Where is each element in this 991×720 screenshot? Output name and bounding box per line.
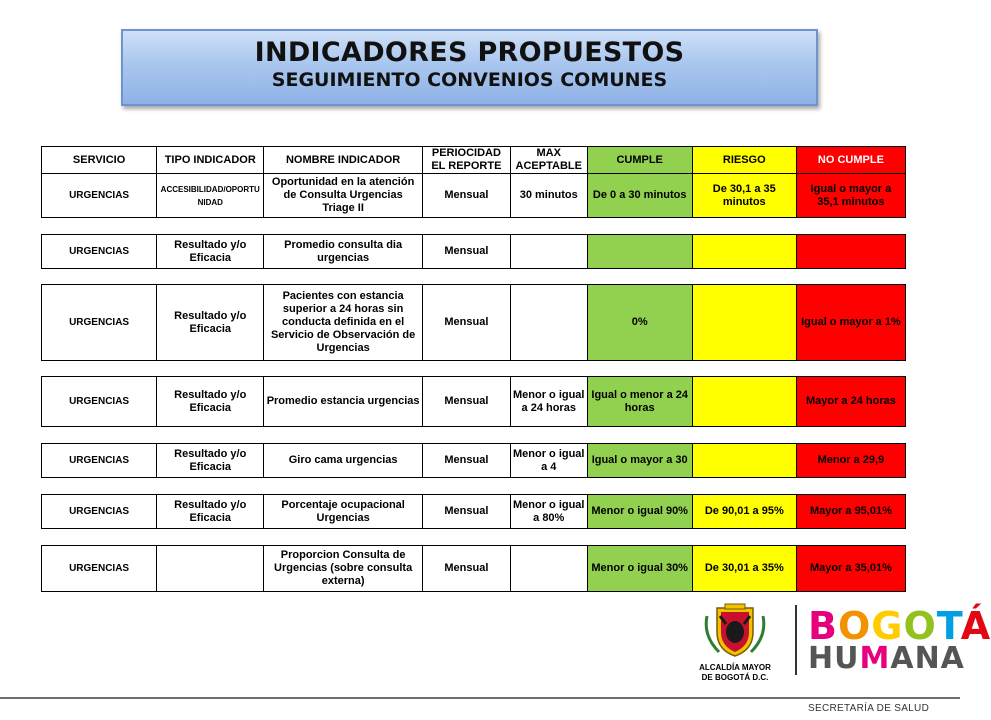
brand-letter: A <box>890 641 915 676</box>
header-max: MAX ACEPTABLE <box>510 147 587 174</box>
row7-tipo <box>157 546 264 592</box>
brand-letter: B <box>808 604 838 648</box>
alcaldia-logo <box>685 602 785 682</box>
humana-wordmark <box>808 642 965 676</box>
row1-max: 30 minutos <box>510 174 587 218</box>
row5-cumple: Igual o mayor a 30 <box>587 444 692 478</box>
row6-nombre: Porcentaje ocupacional Urgencias <box>264 495 423 529</box>
bogota-wordmark <box>808 606 991 646</box>
row4-cumple: Igual o menor a 24 horas <box>587 377 692 427</box>
row1-nombre: Oportunidad en la atención de Consulta Urgencias Triage II <box>264 174 423 218</box>
row1-servicio: URGENCIAS <box>42 174 157 218</box>
header-periodicidad: PERIOCIDAD EL REPORTE <box>422 147 510 174</box>
row2-max <box>510 235 587 269</box>
row7-max <box>510 546 587 592</box>
indicator-table-5 <box>41 443 906 478</box>
brand-letter: H <box>808 641 835 676</box>
row6-tipo: Resultado y/o Eficacia <box>157 495 264 529</box>
brand-letter: A <box>940 641 965 676</box>
row2-cumple <box>587 235 692 269</box>
brand-letter: Á <box>960 604 991 648</box>
row5-nombre: Giro cama urgencias <box>264 444 423 478</box>
row3-servicio: URGENCIAS <box>42 285 157 361</box>
brand-letter: N <box>914 641 941 676</box>
row6-periodicidad: Mensual <box>422 495 510 529</box>
row3-no-cumple: Igual o mayor a 1% <box>796 285 905 361</box>
row4-tipo: Resultado y/o Eficacia <box>157 377 264 427</box>
brand-letter: M <box>859 641 891 676</box>
row2-nombre: Promedio consulta dia urgencias <box>264 235 423 269</box>
header-nombre: NOMBRE INDICADOR <box>264 147 423 174</box>
brand-letter: U <box>834 641 860 676</box>
row1-tipo: ACCESIBILIDAD/OPORTUNIDAD <box>157 174 264 218</box>
row4-servicio: URGENCIAS <box>42 377 157 427</box>
header-cumple: CUMPLE <box>587 147 692 174</box>
row3-periodicidad: Mensual <box>422 285 510 361</box>
row5-no-cumple: Menor a 29,9 <box>796 444 905 478</box>
header-no-cumple: NO CUMPLE <box>796 147 905 174</box>
row5-periodicidad: Mensual <box>422 444 510 478</box>
row6-max: Menor o igual a 80% <box>510 495 587 529</box>
alcaldia-line1: ALCALDÍA MAYOR <box>699 663 771 672</box>
footer-text: SECRETARÍA DE SALUD <box>808 703 930 714</box>
row2-tipo: Resultado y/o Eficacia <box>157 235 264 269</box>
row6-cumple: Menor o igual 90% <box>587 495 692 529</box>
row4-nombre: Promedio estancia urgencias <box>264 377 423 427</box>
row7-riesgo: De 30,01 a 35% <box>692 546 796 592</box>
indicator-table-6 <box>41 494 906 529</box>
row4-max: Menor o igual a 24 horas <box>510 377 587 427</box>
row5-riesgo <box>692 444 796 478</box>
coat-of-arms-icon <box>685 602 785 658</box>
indicator-table-2 <box>41 234 906 269</box>
row7-servicio: URGENCIAS <box>42 546 157 592</box>
brand-letter: O <box>837 604 872 648</box>
logo-separator <box>795 605 797 675</box>
row1-cumple: De 0 a 30 minutos <box>587 174 692 218</box>
row1-no-cumple: Igual o mayor a 35,1 minutos <box>796 174 905 218</box>
row5-max: Menor o igual a 4 <box>510 444 587 478</box>
row4-riesgo <box>692 377 796 427</box>
row3-tipo: Resultado y/o Eficacia <box>157 285 264 361</box>
row2-riesgo <box>692 235 796 269</box>
row6-servicio: URGENCIAS <box>42 495 157 529</box>
row5-servicio: URGENCIAS <box>42 444 157 478</box>
indicator-table-3 <box>41 284 906 361</box>
brand-letter: G <box>871 604 904 648</box>
row7-cumple: Menor o igual 30% <box>587 546 692 592</box>
row3-nombre: Pacientes con estancia superior a 24 horas sin conducta definida en el Servicio de Observación de Urgencias <box>264 285 423 361</box>
row6-riesgo: De 90,01 a 95% <box>692 495 796 529</box>
indicator-table-4 <box>41 376 906 427</box>
row7-no-cumple: Mayor a 35,01% <box>796 546 905 592</box>
brand-letter: O <box>903 604 937 648</box>
row7-nombre: Proporcion Consulta de Urgencias (sobre consulta externa) <box>264 546 423 592</box>
row4-periodicidad: Mensual <box>422 377 510 427</box>
indicator-table-7 <box>41 545 906 592</box>
row3-cumple: 0% <box>587 285 692 361</box>
alcaldia-line2: DE BOGOTÁ D.C. <box>701 673 769 682</box>
footer-line <box>0 697 960 699</box>
header-table <box>41 146 906 218</box>
row2-servicio: URGENCIAS <box>42 235 157 269</box>
row1-periodicidad: Mensual <box>422 174 510 218</box>
row1-riesgo: De 30,1 a 35 minutos <box>692 174 796 218</box>
title-sub: SEGUIMIENTO CONVENIOS COMUNES <box>271 69 668 91</box>
row3-max <box>510 285 587 361</box>
row2-periodicidad: Mensual <box>422 235 510 269</box>
header-riesgo: RIESGO <box>692 147 796 174</box>
row3-riesgo <box>692 285 796 361</box>
header-tipo: TIPO INDICADOR <box>157 147 264 174</box>
title-main: INDICADORES PROPUESTOS <box>254 37 685 68</box>
row6-no-cumple: Mayor a 95,01% <box>796 495 905 529</box>
row4-no-cumple: Mayor a 24 horas <box>796 377 905 427</box>
brand-letter: T <box>936 604 961 648</box>
header-servicio: SERVICIO <box>42 147 157 174</box>
title-banner <box>121 29 818 106</box>
row2-no-cumple <box>796 235 905 269</box>
row5-tipo: Resultado y/o Eficacia <box>157 444 264 478</box>
row7-periodicidad: Mensual <box>422 546 510 592</box>
